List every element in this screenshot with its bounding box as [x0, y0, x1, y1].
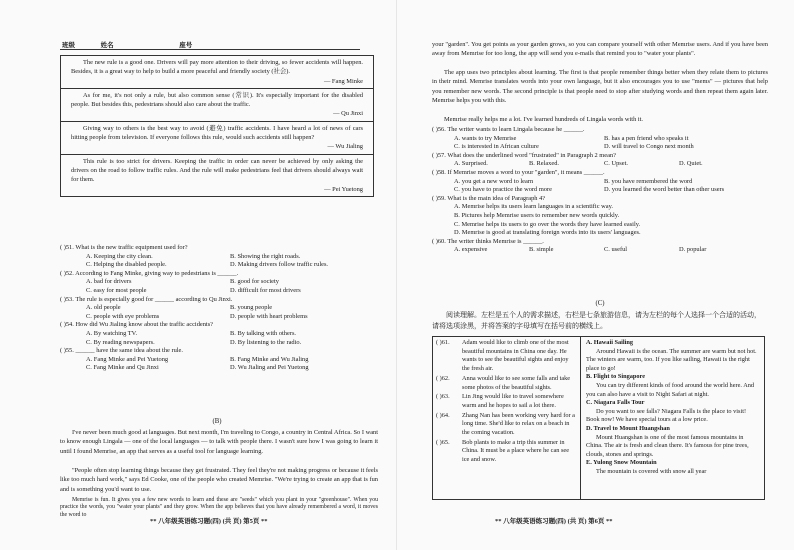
question-stem: ( )57. What does the underlined word "frustrated" in Paragraph 2 mean?	[432, 151, 616, 159]
answer-blank-61[interactable]: ( )61.	[436, 339, 450, 346]
opinion-author: — Pei Yuetong	[324, 185, 363, 193]
person-need: Adam would like to climb one of the most beautiful mountains in China one day. He wants to see the beautiful sights and enjoy the fresh air.	[462, 339, 569, 373]
matching-table	[432, 336, 765, 500]
option-a[interactable]: A. you get a new word to learn	[454, 177, 534, 185]
question-56	[432, 126, 772, 152]
question-stem: ( )55. ______ have the same idea about the rule.	[60, 347, 183, 355]
question-59	[432, 195, 772, 238]
option-d[interactable]: D. you learned the word better than other users	[604, 186, 725, 194]
person-need: Zhang Nan has been working very hard for a long time. She'd like to relax on a beach in the coming vacation.	[462, 411, 575, 437]
option-a[interactable]: A. Memrise helps its users learn languages in a scientific way.	[454, 203, 613, 211]
option-c[interactable]: C. Fang Minke and Qu Jinxi	[86, 364, 159, 372]
option-d[interactable]: D. people with heart problems	[230, 312, 308, 320]
option-c[interactable]: C. people with eye problems	[86, 312, 160, 320]
question-51	[60, 244, 380, 270]
option-d[interactable]: D. Memrise is good at translating foreign words into its users' languages.	[454, 229, 641, 237]
travel-item-title: A. Hawaii Sailing	[586, 339, 634, 346]
option-b[interactable]: B. young people	[230, 304, 273, 312]
travel-item-c	[586, 399, 759, 425]
option-d[interactable]: D. By listening to the radio.	[230, 338, 302, 346]
option-a[interactable]: A. By watching TV.	[86, 329, 138, 337]
travel-item-a	[586, 339, 759, 373]
travel-item-title: C. Niagara Falls Tour	[586, 399, 645, 407]
option-c[interactable]: C. useful	[604, 246, 628, 254]
person-64	[436, 412, 577, 438]
option-b[interactable]: B. Fang Minke and Wu Jialing	[230, 355, 309, 363]
travel-item-body: You can try different kinds of food around the world here. And you can also have a visit to Night Safari at night.	[586, 381, 755, 398]
person-62	[436, 375, 577, 392]
option-b[interactable]: B. good for society	[230, 278, 279, 286]
question-stem: ( )53. The rule is especially good for ______ according to Qu Jinxi.	[60, 295, 233, 303]
travel-item-d	[586, 425, 759, 459]
person-need: Lin Jing would like to travel somewhere warm and he hopes to sail a lot there.	[462, 393, 564, 409]
answer-blank-62[interactable]: ( )62.	[436, 374, 450, 382]
seat-label: 座号	[179, 42, 193, 49]
option-d[interactable]: D. Making drivers follow traffic rules.	[230, 261, 329, 269]
answer-blank-65[interactable]: ( )65.	[436, 438, 450, 446]
question-54	[60, 321, 380, 347]
name-label: 姓名	[100, 42, 114, 49]
question-58	[432, 169, 772, 195]
passage-b-paragraph-1: I've never been much good at languages. But next month, I'm traveling to Congo, a country in Central Africa. So I want to know enough Lingala — one of the local languages — to talk with people there. I wasn't sure how I was going to learn it until I found Memrise, an app that serves as a useful tool for language learning.	[60, 429, 378, 455]
passage-b-paragraph-5: Memrise really helps me a lot. I've learned hundreds of Lingala words with it.	[444, 116, 644, 123]
question-60	[432, 238, 772, 255]
question-stem: ( )52. According to Fang Minke, giving way to pedestrians is ______.	[60, 269, 239, 277]
people-column	[433, 337, 581, 499]
question-stem: ( )54. How did Wu Jialing know about the traffic accidents?	[60, 321, 214, 329]
option-a[interactable]: A. Keeping the city clean.	[86, 252, 153, 260]
opinion-box	[61, 56, 373, 88]
question-53	[60, 296, 380, 322]
section-c-instructions: 阅读理解。左栏是五个人的需求描述，右栏是七条旅游信息，请为左栏的每个人选择一个合适的活动，请将选项涂黑，并将答案的字母填写在括号前的横线上。	[432, 311, 761, 330]
opinion-box	[61, 88, 373, 121]
option-b[interactable]: B. simple	[529, 246, 554, 254]
page-footer-left: ** 八年级英语练习题(四) (共 页) 第5页 **	[150, 518, 268, 525]
answer-blank-64[interactable]: ( )64.	[436, 411, 450, 419]
option-d[interactable]: D. Quiet.	[679, 160, 703, 168]
travel-info-column	[581, 337, 764, 499]
opinion-boxes	[60, 55, 374, 197]
travel-item-e	[586, 459, 759, 476]
questions-56-60	[432, 126, 772, 255]
travel-item-body: The mountain is covered with snow all year	[596, 467, 707, 475]
question-55	[60, 347, 380, 373]
opinion-text: This rule is too strict for drivers. Keeping the traffic in order can never be achieved by only asking the drivers on the road to follow traffic rules. And the rule will make pedestrians feel that drivers should always wait for them.	[71, 157, 363, 184]
option-c[interactable]: C. Helping the disabled people.	[86, 261, 167, 269]
page-footer-right: ** 八年级英语练习题(四) (共 页) 第6页 **	[495, 518, 613, 525]
question-stem: ( )59. What is the main idea of Paragraph 4?	[432, 194, 546, 202]
opinion-text: As for me, it's not only a rule, but also common sense (常识). It's especially important for the disabled people. But besides this, pedestrians should also care about the traffic.	[71, 91, 363, 109]
question-52	[60, 270, 380, 296]
answer-blank-63[interactable]: ( )63.	[436, 393, 450, 401]
travel-item-b	[586, 373, 759, 399]
opinion-box	[61, 121, 373, 154]
travel-item-body: Around Hawaii is the ocean. The summer are warm but not hot. The winters are warm, too. If you like sailing, Hawaii is the right place to go!	[586, 347, 757, 372]
question-stem: ( )60. The writer thinks Memrise is ______.	[432, 237, 544, 245]
section-c-heading: (C)	[595, 300, 605, 307]
option-a[interactable]: A. old people	[86, 304, 121, 312]
opinion-text: Giving way to others is the best way to avoid (避免) traffic accidents. I have heard a lot of news of cars hitting people from television. If everyone follows this rule, would such accidents still happen?	[71, 124, 363, 142]
passage-b-paragraph-4: The app uses two principles about learning. The first is that people remember things better when they relate them to pictures in their mind. Memrise translates words into your own language, but it also encourages you to use "mems" — pictures that help you remember new words. The second principle is that people need to stop after studying words and then repeat them again later. Memrise helps you with this.	[432, 69, 768, 105]
option-c[interactable]: C. By reading newspapers.	[86, 338, 155, 346]
option-a[interactable]: A. bad for drivers	[86, 278, 132, 286]
option-b[interactable]: B. Pictures help Memrise users to remember new words quickly.	[454, 211, 620, 219]
travel-item-title: D. Travel to Mount Huangshan	[586, 424, 670, 432]
option-a[interactable]: A. wants to try Memrise	[454, 134, 517, 142]
option-b[interactable]: B. you have remembered the word	[604, 177, 693, 185]
option-b[interactable]: B. has a pen friend who speaks it	[604, 134, 689, 142]
option-b[interactable]: B. Showing the right roads.	[230, 252, 301, 260]
header-rule	[60, 49, 360, 50]
option-a[interactable]: A. expensive	[454, 246, 488, 254]
option-b[interactable]: B. By talking with others.	[230, 329, 297, 337]
class-label: 班级	[62, 42, 75, 49]
person-need: Anna would like to see some falls and take some photos of the beautiful sights.	[462, 374, 571, 391]
option-c[interactable]: C. Memrise helps its users to go over the words they have learned easily.	[454, 220, 641, 228]
questions-51-55	[60, 244, 380, 373]
option-a[interactable]: A. Fang Minke and Pei Yuetong	[86, 355, 169, 363]
opinion-box	[61, 154, 373, 196]
section-b-heading: (B)	[212, 418, 222, 425]
person-65	[436, 439, 577, 465]
option-c[interactable]: C. you have to practice the word more	[454, 186, 552, 194]
option-d[interactable]: D. will travel to Congo next month	[604, 143, 694, 151]
option-c[interactable]: C. is interested in African culture	[454, 143, 539, 151]
travel-item-title: B. Flight to Singapore	[586, 373, 646, 381]
option-c[interactable]: C. Upset.	[604, 160, 628, 168]
option-d[interactable]: D. Wu Jialing and Pei Yuetong	[230, 364, 309, 372]
question-stem: ( )56. The writer wants to learn Lingala because he ______.	[432, 126, 585, 133]
travel-item-title: E. Yulong Snow Mountain	[586, 459, 657, 467]
option-d[interactable]: D. popular	[679, 246, 707, 254]
opinion-author: — Qu Jinxi	[333, 110, 363, 118]
question-stem: ( )51. What is the new traffic equipment used for?	[60, 244, 188, 251]
person-61	[436, 339, 577, 374]
passage-b-paragraph-2: "People often stop learning things because they get frustrated. They feel they're not making progress or because it feels like too much hard work," says Ed Cooke, one of the people who created Memrise. "We're trying to create an app that is fun and is something you'd want to use.	[60, 467, 378, 493]
person-need: Bob plants to make a trip this summer in China. It must be a place where he can see ice and snow.	[462, 438, 570, 464]
opinion-text: The new rule is a good one. Drivers will pay more attention to their driving, so fewer accidents will happen. Besides, it is a great way to help to build a more peaceful and friendly society (社会).	[71, 59, 363, 76]
student-info-header	[62, 40, 216, 49]
option-c[interactable]: C. easy for most people	[86, 286, 147, 294]
question-stem: ( )58. If Memrise moves a word to your "garden", it means ______.	[432, 168, 605, 176]
passage-b-paragraph-3: Memrise is fun. It gives you a few new words to learn and these are "seeds" which you plant in your "greenhouse". When you practice the words, you "water your plants" and they grow. When the app believes that you have already remembered a word, it moves the word to	[60, 497, 378, 518]
passage-b-continued: your "garden". You get points as your garden grows, so you can compare yourself with other Memrise users. And if you have been away from Memrise for too long, the app will send you e-mails that remind you to "water your plants".	[432, 41, 768, 58]
opinion-author: — Wu Jialing	[327, 143, 363, 151]
travel-item-body: Do you want to see falls? Niagara Falls is the place to visit! Book now! We have special tours at a low price.	[586, 407, 747, 424]
travel-item-body: Mount Huangshan is one of the most famous mountains in China. The air is fresh and clean there. It's famous for pine trees, clouds, stones and springs.	[586, 433, 749, 458]
opinion-author: — Fang Minke	[323, 77, 363, 85]
option-d[interactable]: D. difficult for most drivers	[230, 286, 301, 294]
person-63	[436, 393, 577, 410]
option-a[interactable]: A. Surprised.	[454, 160, 488, 168]
question-57	[432, 152, 772, 169]
option-b[interactable]: B. Relaxed.	[529, 160, 559, 168]
